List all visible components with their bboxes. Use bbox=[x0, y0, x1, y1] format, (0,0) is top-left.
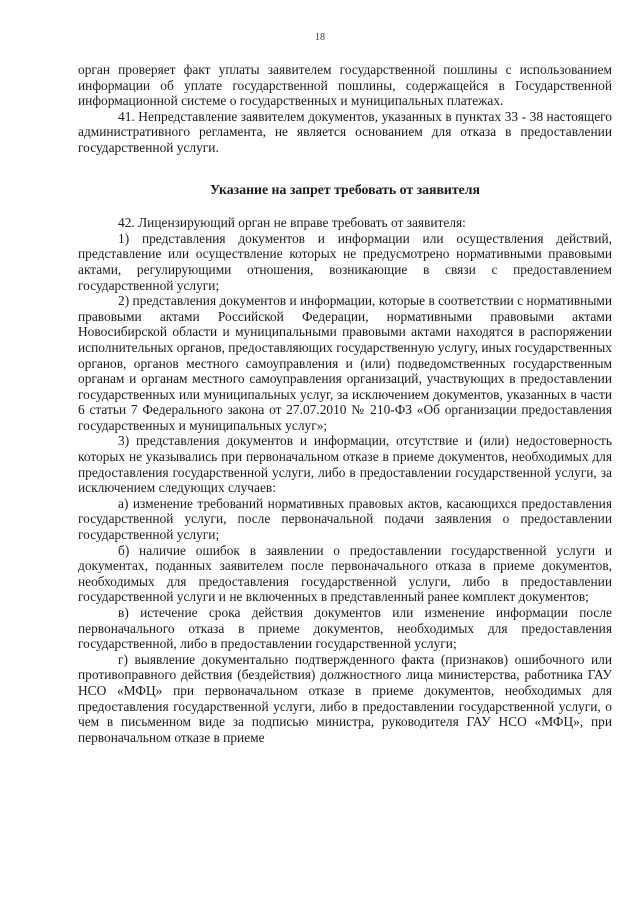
paragraph-item-2: 2) представления документов и информации, которые в соответствии с нормативными правовыми актами Российской Федерации, нормативными правовыми актами Новосибирской области и муниципальными правовыми актами находятся в распоряжении исполнительных органов, предоставляющих государственную услугу, иных государственных органов, органов местного самоуправления и (или) подведомственных государственным органам и органам местного самоуправления организаций, участвующих в предоставлении государственных или муниципальных услуг, за исключением документов, указанных в части 6 статьи 7 Федерального закона от 27.07.2010 № 210-ФЗ «Об организации предоставления государственных и муниципальных услуг»; bbox=[78, 293, 613, 433]
section-heading: Указание на запрет требовать от заявителя bbox=[210, 181, 480, 197]
paragraph-item-3: 3) представления документов и информации, отсутствие и (или) недостоверность которых не указывались при первоначальном отказе в приеме документов, необходимых для предоставления государственной услуги, либо в предоставлении государственной услуги, за исключением следующих случаев: bbox=[78, 433, 612, 496]
paragraph-continuation: орган проверяет факт уплаты заявителем государственной пошлины с использованием информации об уплате государственной пошлины, содержащейся в Государственной информационной системе о государственных и муниципальных платежах. bbox=[78, 62, 612, 109]
paragraph-subitem-b: б) наличие ошибок в заявлении о предоставлении государственной услуги и документах, поданных заявителем после первоначального отказа в приеме документов, необходимых для предоставления государственной услуги, либо в предоставлении государственной услуги и не включенных в представленный ранее комплект документов; bbox=[78, 542, 612, 605]
paragraph-subitem-v: в) истечение срока действия документов или изменение информации после первоначального отказа в приеме документов, необходимых для предоставления государственной, либо в предоставлении государственной услуги; bbox=[78, 605, 612, 652]
paragraph-item-1: 1) представления документов и информации или осуществления действий, представление или осуществление которых не предусмотрено нормативными правовыми актами, регулирующими отношения, возникающие в связи с предоставлением государственной услуги; bbox=[78, 230, 612, 293]
document-body bbox=[78, 62, 612, 745]
paragraph-42: 42. Лицензирующий орган не вправе требовать от заявителя: bbox=[118, 215, 466, 231]
paragraph-subitem-g: г) выявление документально подтвержденного факта (признаков) ошибочного или противоправного действия (бездействия) должностного лица министерства, работника ГАУ НСО «МФЦ» при первоначальном отказе в приеме документов, необходимых для предоставления государственной услуги, либо в предоставлении государственной услуги, о чем в письменном виде за подписью министра, руководителя ГАУ НСО «МФЦ», при первоначальном отказе в приеме bbox=[78, 651, 612, 745]
paragraph-41: 41. Непредставление заявителем документов, указанных в пунктах 33 - 38 настоящего административного регламента, не является основанием для отказа в предоставлении государственной услуги. bbox=[78, 108, 612, 155]
paragraph-subitem-a: а) изменение требований нормативных правовых актов, касающихся предоставления государственной услуги, после первоначальной подачи заявления о предоставлении государственной услуги; bbox=[78, 495, 612, 543]
page-number: 18 bbox=[315, 32, 325, 43]
